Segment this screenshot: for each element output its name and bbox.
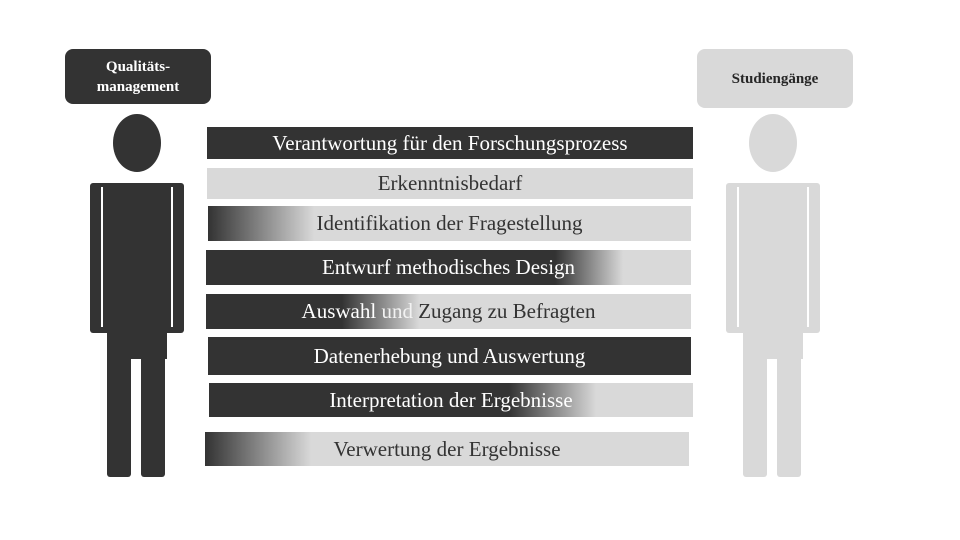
step-bar-utilization [205,432,689,466]
person-icon-left [90,114,184,478]
quality-management-label-line2: management [96,78,180,95]
step-bar-question-identification [208,206,691,241]
step-label: Entwurf methodisches Design [321,255,576,279]
quality-management-label [65,49,211,104]
study-programs-label-text: Studiengänge [731,70,819,87]
step-label: Verwertung der Ergebnisse [333,436,561,461]
step-bar-interpretation [209,383,693,417]
step-bar-sample-access [206,294,691,329]
step-label: Verantwortung für den Forschungsprozess [272,130,628,155]
step-label-part: und [381,299,419,323]
step-label: Identifikation der Fragestellung [316,211,583,235]
study-programs-label [697,49,853,108]
step-label-part: Auswahl [301,299,382,323]
quality-management-label-line1: Qualitäts- [105,58,171,75]
step-label: Datenerhebung und Auswertung [313,343,586,368]
step-label-part: Interpretation der [329,387,481,412]
step-label-part: Zugang zu Befragten [418,299,596,323]
step-bar-knowledge-need [207,168,693,199]
step-bar-responsibility [207,127,693,159]
step-bar-method-design [206,250,691,285]
step-bar-data-collection [208,337,691,375]
step-label: Erkenntnisbedarf [377,171,523,195]
person-icon-right [726,114,820,478]
step-label-part: Ergebnisse [480,387,573,412]
